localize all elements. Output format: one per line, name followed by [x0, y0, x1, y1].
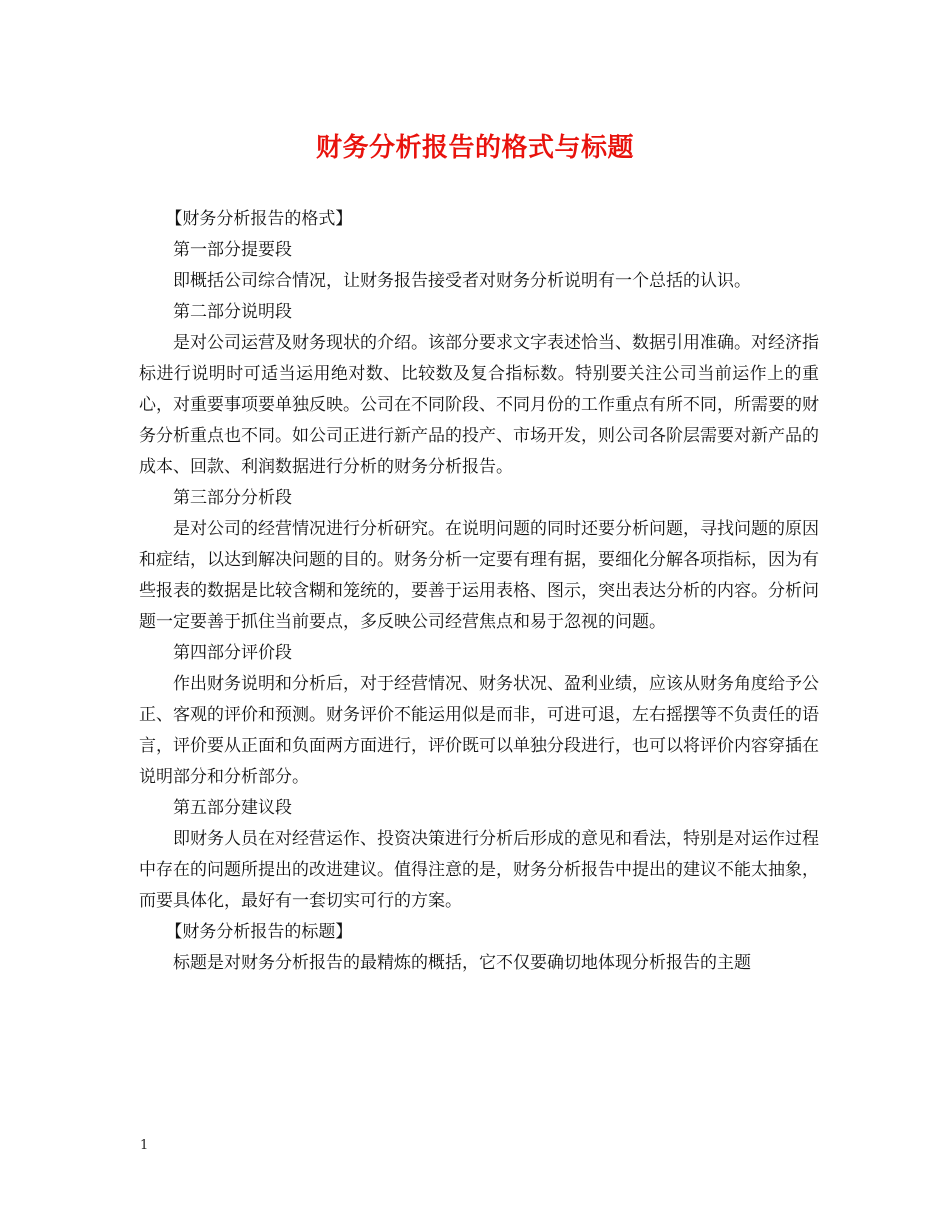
paragraph-title-intro: 标题是对财务分析报告的最精炼的概括，它不仅要确切地体现分析报告的主题	[173, 953, 751, 973]
paragraph-analysis: 是对公司的经营情况进行分析研究。在说明问题的同时还要分析问题，寻找问题的原因和症结，以达到解决问题的目的。财务分析一定要有理有据，要细化分解各项指标，因为有些报表的数据是比较含糊和笼统的，要善于运用表格、图示，突出表达分析的内容。分析问题一定要善于抓住当前要点，多反映公司经营焦点和易于忽视的问题。	[139, 519, 819, 632]
paragraph-summary: 即概括公司综合情况，让财务报告接受者对财务分析说明有一个总括的认识。	[173, 271, 751, 291]
paragraph-suggestion: 即财务人员在对经营运作、投资决策进行分析后形成的意见和看法，特别是对运作过程中存在的问题所提出的改进建议。值得注意的是，财务分析报告中提出的建议不能太抽象，而要具体化，最好有一套切实可行的方案。	[139, 829, 819, 911]
document-body	[139, 204, 819, 979]
part-heading-evaluation: 第四部分评价段	[173, 643, 292, 663]
section-heading-format: 【财务分析报告的格式】	[165, 209, 353, 229]
part-heading-explanation: 第二部分说明段	[173, 302, 292, 322]
paragraph-explanation: 是对公司运营及财务现状的介绍。该部分要求文字表述恰当、数据引用准确。对经济指标进行说明时可适当运用绝对数、比较数及复合指标数。特别要关注公司当前运作上的重心，对重要事项要单独反映。公司在不同阶段、不同月份的工作重点有所不同，所需要的财务分析重点也不同。如公司正进行新产品的投产、市场开发，则公司各阶层需要对新产品的成本、回款、利润数据进行分析的财务分析报告。	[139, 333, 819, 477]
page-number: 1	[140, 1138, 149, 1153]
part-heading-analysis: 第三部分分析段	[173, 488, 292, 508]
part-heading-suggestion: 第五部分建议段	[173, 798, 292, 818]
part-heading-summary: 第一部分提要段	[173, 240, 292, 260]
paragraph-evaluation: 作出财务说明和分析后，对于经营情况、财务状况、盈利业绩，应该从财务角度给予公正、客观的评价和预测。财务评价不能运用似是而非，可进可退，左右摇摆等不负责任的语言，评价要从正面和负面两方面进行，评价既可以单独分段进行，也可以将评价内容穿插在说明部分和分析部分。	[139, 674, 819, 787]
section-heading-title: 【财务分析报告的标题】	[165, 922, 353, 942]
document-title: 财务分析报告的格式与标题	[315, 133, 634, 163]
